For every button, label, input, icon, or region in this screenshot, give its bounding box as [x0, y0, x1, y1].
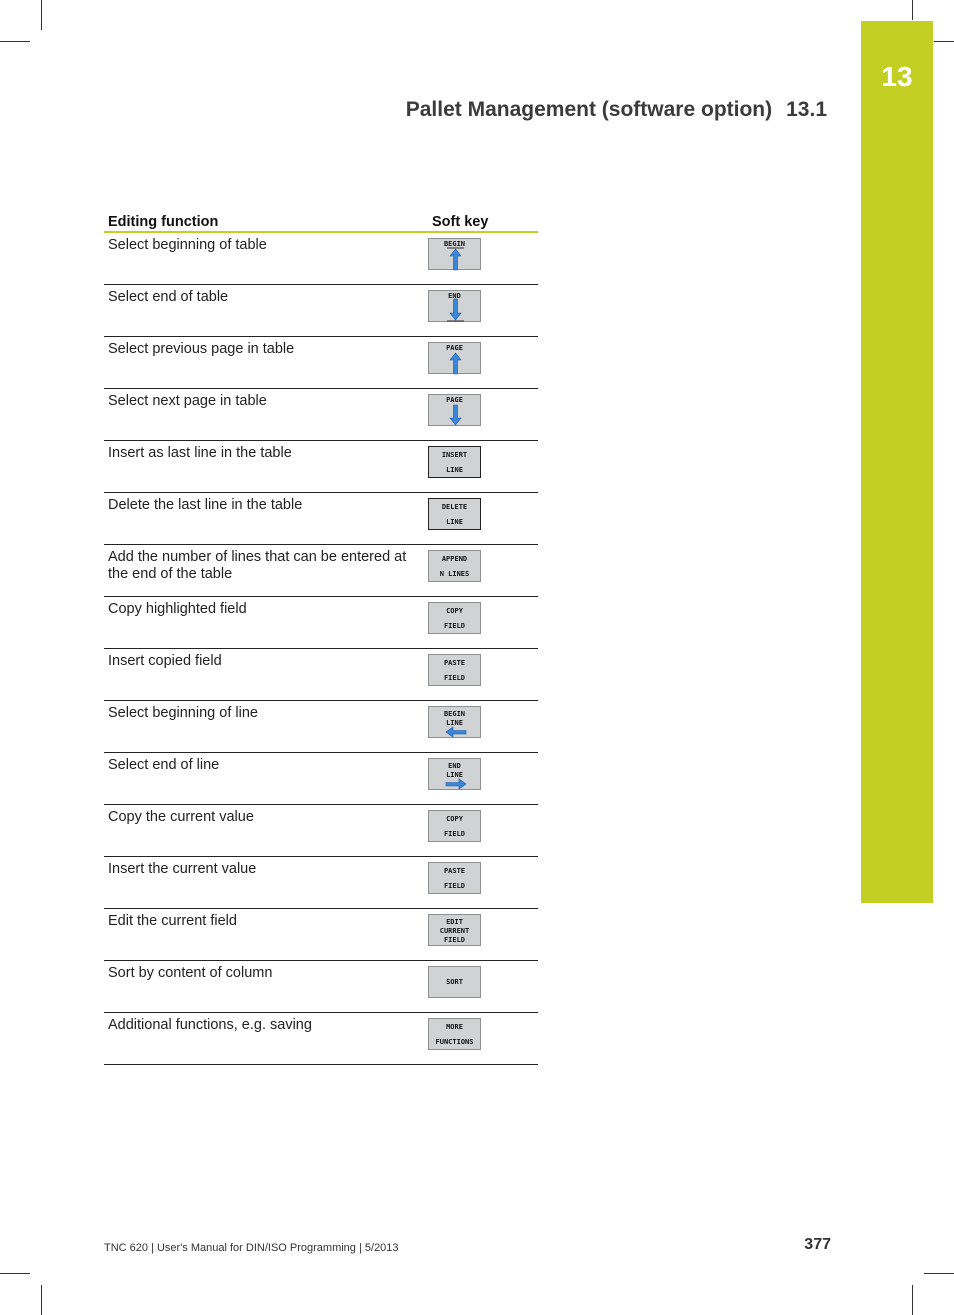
- table-row: [104, 232, 538, 285]
- softkey-label: END: [448, 762, 461, 770]
- softkey-insert-line[interactable]: [428, 446, 481, 478]
- softkey-label: APPEND: [441, 555, 468, 563]
- table-row: [104, 701, 538, 753]
- softkey-sort[interactable]: [428, 966, 481, 998]
- function-description: Additional functions, e.g. saving: [104, 1013, 428, 1065]
- softkey-paste-field[interactable]: [428, 862, 481, 894]
- function-description: Insert the current value: [104, 857, 428, 909]
- header-section: 13.1: [786, 98, 827, 121]
- softkey-label: COPY: [446, 815, 463, 823]
- softkey-cell: [428, 493, 538, 545]
- softkey-delete-line[interactable]: [428, 498, 481, 530]
- softkey-begin[interactable]: [428, 238, 481, 270]
- softkey-label: COPY: [446, 607, 463, 615]
- table-row: [104, 337, 538, 389]
- crop-mark: [41, 0, 42, 30]
- table-row: [104, 545, 538, 597]
- table-row: [104, 493, 538, 545]
- function-description: Select previous page in table: [104, 337, 428, 389]
- softkey-label: FIELD: [443, 830, 466, 838]
- softkey-more-functions[interactable]: [428, 1018, 481, 1050]
- table-row: [104, 597, 538, 649]
- function-description: Copy the current value: [104, 805, 428, 857]
- softkey-label: END: [448, 292, 461, 300]
- softkey-page[interactable]: [428, 342, 481, 374]
- function-description: Select beginning of line: [104, 701, 428, 753]
- softkey-label: PASTE: [443, 867, 466, 875]
- softkey-label: LINE: [446, 518, 463, 526]
- crop-mark: [41, 1285, 42, 1315]
- table-row: [104, 961, 538, 1013]
- function-description: Edit the current field: [104, 909, 428, 961]
- softkey-begin-line[interactable]: [428, 706, 481, 738]
- softkey-label: DELETE: [441, 503, 468, 511]
- softkey-page[interactable]: [428, 394, 481, 426]
- crop-mark: [0, 41, 30, 42]
- table-row: [104, 857, 538, 909]
- softkey-label: LINE: [446, 719, 463, 727]
- chapter-tab: [861, 21, 933, 903]
- softkey-edit-current[interactable]: [428, 914, 481, 946]
- table-row: [104, 649, 538, 701]
- softkey-cell: [428, 337, 538, 389]
- softkey-cell: [428, 232, 538, 285]
- softkey-end-line[interactable]: [428, 758, 481, 790]
- softkey-label: PAGE: [446, 344, 463, 352]
- table-row: [104, 285, 538, 337]
- function-description: Select end of table: [104, 285, 428, 337]
- softkey-copy-field[interactable]: [428, 602, 481, 634]
- table-row: [104, 1013, 538, 1065]
- table-row: [104, 805, 538, 857]
- softkey-cell: [428, 961, 538, 1013]
- softkey-label: FUNCTIONS: [435, 1038, 474, 1046]
- softkey-label: SORT: [446, 978, 463, 986]
- chapter-number: 13: [881, 61, 913, 92]
- softkey-cell: [428, 909, 538, 961]
- header-title: Pallet Management (software option): [405, 98, 773, 121]
- softkey-label: FIELD: [443, 674, 466, 682]
- function-description: Select beginning of table: [104, 232, 428, 285]
- softkey-cell: [428, 753, 538, 805]
- softkey-label: EDIT: [446, 918, 463, 926]
- function-description: Select end of line: [104, 753, 428, 805]
- editing-functions-table: [104, 208, 538, 1065]
- softkey-label: FIELD: [443, 936, 466, 944]
- crop-mark: [0, 1273, 30, 1274]
- softkey-cell: [428, 857, 538, 909]
- softkey-label: LINE: [446, 466, 463, 474]
- softkey-label: N LINES: [439, 570, 470, 578]
- page-header: [406, 98, 827, 122]
- function-description: Copy highlighted field: [104, 597, 428, 649]
- softkey-cell: [428, 701, 538, 753]
- softkey-label: PASTE: [443, 659, 466, 667]
- page-number: 377: [804, 1236, 831, 1253]
- function-description: Insert as last line in the table: [104, 441, 428, 493]
- softkey-cell: [428, 805, 538, 857]
- softkey-cell: [428, 597, 538, 649]
- crop-mark: [934, 41, 954, 42]
- function-description: Add the number of lines that can be entered at the end of the table: [104, 545, 428, 597]
- crop-mark: [912, 0, 913, 20]
- softkey-label: LINE: [446, 771, 463, 779]
- function-description: Delete the last line in the table: [104, 493, 428, 545]
- softkey-label: PAGE: [446, 396, 463, 404]
- table-row: [104, 441, 538, 493]
- function-description: Select next page in table: [104, 389, 428, 441]
- softkey-append-n-lines[interactable]: [428, 550, 481, 582]
- softkey-label: INSERT: [441, 451, 468, 459]
- softkey-end[interactable]: [428, 290, 481, 322]
- softkey-label: BEGIN: [443, 240, 466, 248]
- softkey-copy-field[interactable]: [428, 810, 481, 842]
- table-row: [104, 389, 538, 441]
- column-header-softkey: Soft key: [428, 208, 538, 232]
- softkey-cell: [428, 545, 538, 597]
- softkey-label: CURRENT: [439, 927, 470, 935]
- crop-mark: [924, 1273, 954, 1274]
- softkey-cell: [428, 1013, 538, 1065]
- footer-text: TNC 620 | User's Manual for DIN/ISO Programming | 5/2013: [104, 1242, 399, 1254]
- softkey-cell: [428, 285, 538, 337]
- softkey-cell: [428, 441, 538, 493]
- softkey-cell: [428, 389, 538, 441]
- softkey-label: FIELD: [443, 882, 466, 890]
- function-description: Sort by content of column: [104, 961, 428, 1013]
- softkey-label: BEGIN: [443, 710, 466, 718]
- table-header-row: [104, 208, 538, 232]
- softkey-paste-field[interactable]: [428, 654, 481, 686]
- softkey-label: FIELD: [443, 622, 466, 630]
- softkey-cell: [428, 649, 538, 701]
- softkey-label: MORE: [446, 1023, 463, 1031]
- function-description: Insert copied field: [104, 649, 428, 701]
- table-row: [104, 909, 538, 961]
- column-header-function: Editing function: [104, 208, 428, 232]
- crop-mark: [912, 1285, 913, 1315]
- table-row: [104, 753, 538, 805]
